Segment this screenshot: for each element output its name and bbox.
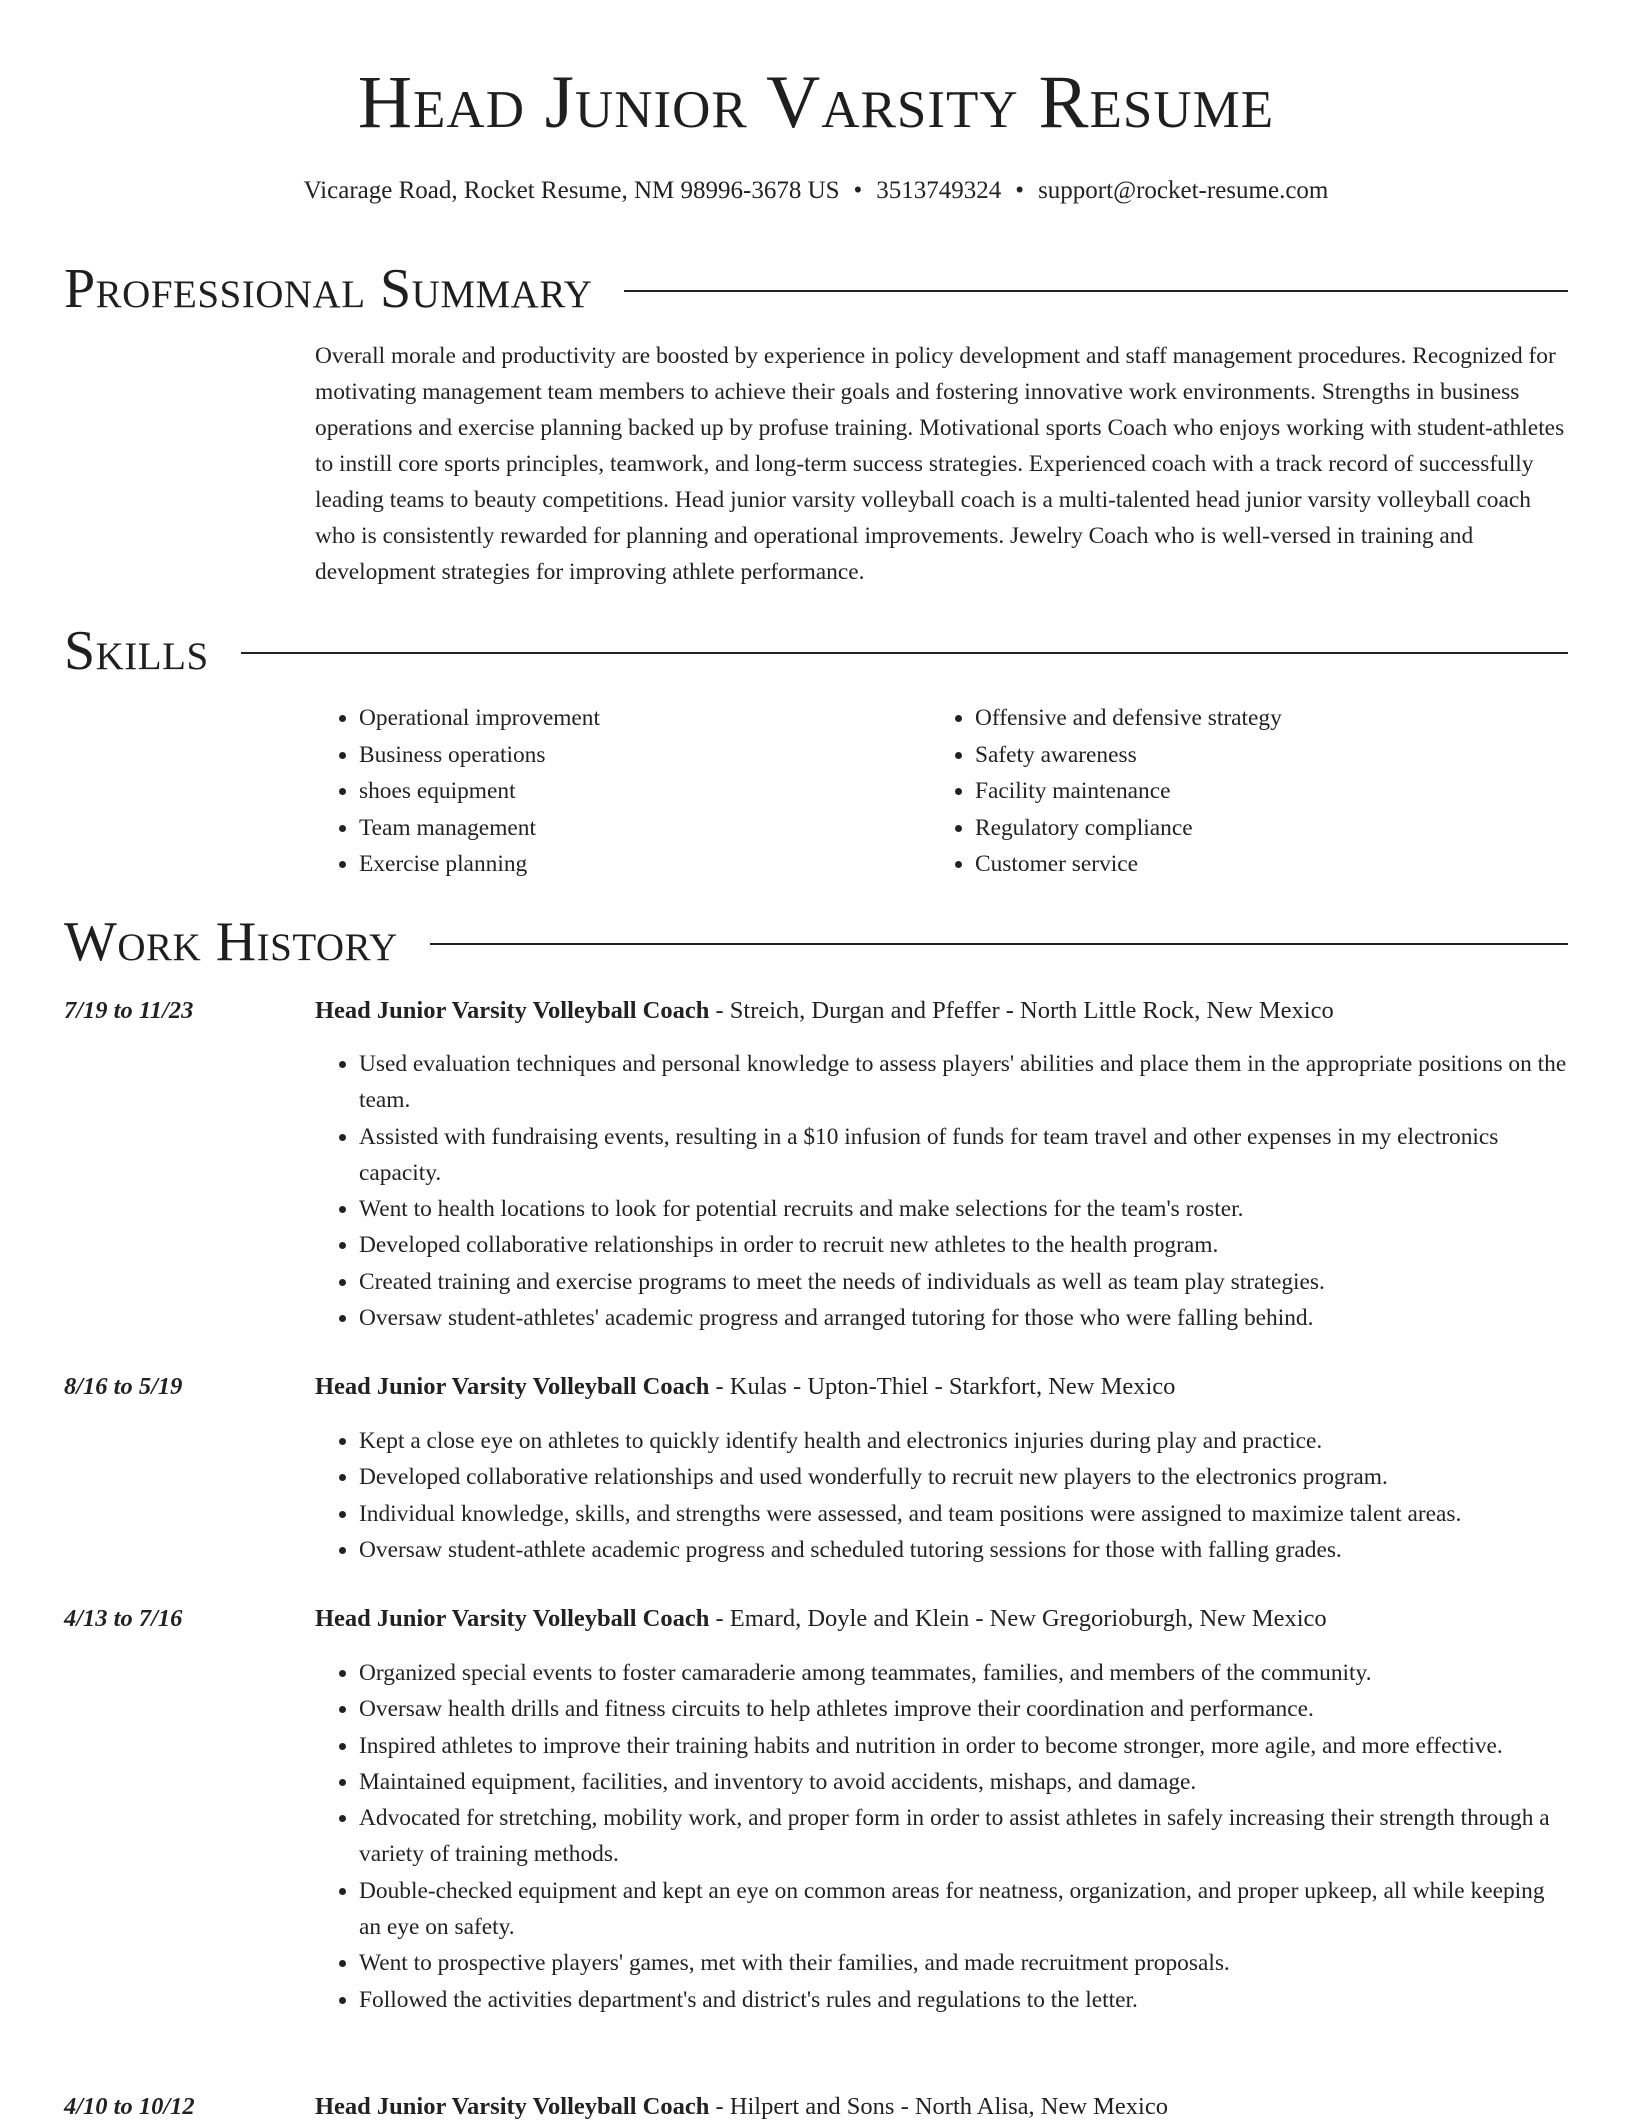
skill-item: • Safety awareness	[975, 737, 1547, 774]
duty-item: • Used evaluation techniques and personal knowledge to assess players' abilities and place them in the appropriate positions on the team.	[359, 1046, 1569, 1119]
skill-item: • Facility maintenance	[975, 773, 1547, 810]
job-employer: - Kulas - Upton-Thiel - Starkfort, New Mexico	[709, 1373, 1176, 1400]
duty-item: • Inspired athletes to improve their training habits and nutrition in order to become stronger, more agile, and more effective.	[359, 1728, 1569, 1764]
section-header-summary	[64, 254, 1568, 324]
job-headline	[315, 993, 1334, 1029]
section-header-work-history	[64, 907, 1568, 977]
job-headline	[315, 2089, 1168, 2125]
job-employer: - Hilpert and Sons - North Alisa, New Mexico	[709, 2093, 1168, 2120]
section-divider	[241, 652, 1568, 654]
skills-list	[315, 700, 1570, 883]
contact-line	[0, 173, 1632, 209]
section-title: Skills	[64, 620, 209, 682]
skill-item: • Customer service	[975, 846, 1547, 883]
contact-email: support@rocket-resume.com	[1038, 177, 1329, 204]
job-duties	[315, 1046, 1569, 1336]
duty-item: • Kept a close eye on athletes to quickly identify health and electronics injuries during play and practice.	[359, 1423, 1569, 1459]
section-header-skills	[64, 616, 1568, 686]
skill-item: • Team management	[359, 810, 931, 847]
duty-item: • Oversaw student-athletes' academic progress and arranged tutoring for those who were falling behind.	[359, 1300, 1569, 1336]
contact-separator: •	[853, 177, 863, 204]
job-dates: 7/19 to 11/23	[64, 997, 194, 1024]
section-divider	[624, 290, 1568, 292]
job-dates: 4/10 to 10/12	[64, 2093, 195, 2120]
job-title: Head Junior Varsity Volleyball Coach	[315, 997, 710, 1024]
duty-item: • Organized special events to foster camaraderie among teammates, families, and members of the community.	[359, 1655, 1569, 1691]
skill-item: • Business operations	[359, 737, 931, 774]
resume-title: Head Junior Varsity Resume	[357, 61, 1275, 144]
job-title: Head Junior Varsity Volleyball Coach	[315, 1373, 710, 1400]
job-dates: 4/13 to 7/16	[64, 1605, 183, 1632]
job-duties	[315, 1423, 1569, 1568]
job-headline	[315, 1601, 1327, 1637]
contact-separator: •	[1015, 177, 1025, 204]
job-employer: - Emard, Doyle and Klein - New Gregorioburgh, New Mexico	[709, 1605, 1327, 1632]
job-title: Head Junior Varsity Volleyball Coach	[315, 2093, 710, 2120]
job-employer: - Streich, Durgan and Pfeffer - North Little Rock, New Mexico	[709, 997, 1334, 1024]
duty-item: • Assisted with fundraising events, resulting in a $10 infusion of funds for team travel and other expenses in my electronics capacity.	[359, 1119, 1569, 1192]
duty-item: • Went to prospective players' games, met with their families, and made recruitment proposals.	[359, 1945, 1569, 1981]
duty-item: • Maintained equipment, facilities, and inventory to avoid accidents, mishaps, and damage.	[359, 1764, 1569, 1800]
skills-column-left	[315, 700, 931, 883]
duty-item: • Individual knowledge, skills, and strengths were assessed, and team positions were assigned to maximize talent areas.	[359, 1496, 1569, 1532]
duty-item: • Oversaw student-athlete academic progress and scheduled tutoring sessions for those with falling grades.	[359, 1532, 1569, 1568]
skill-item: • shoes equipment	[359, 773, 931, 810]
section-divider	[430, 943, 1568, 945]
skill-item: • Regulatory compliance	[975, 810, 1547, 847]
skill-item: • Exercise planning	[359, 846, 931, 883]
skill-item: • Offensive and defensive strategy	[975, 700, 1547, 737]
summary-text: Overall morale and productivity are boosted by experience in policy development and staff management procedures. Recognized for motivating management team members to achieve their goals and fostering innovative work environments. Strengths in business operations and exercise planning backed up by profuse training. Motivational sports Coach who enjoys working with student-athletes to instill core sports principles, teamwork, and long-term success strategies. Experienced coach with a track record of successfully leading teams to beauty competitions. Head junior varsity volleyball coach is a multi-talented head junior varsity volleyball coach who is consistently rewarded for planning and operational improvements. Jewelry Coach who is well-versed in training and development strategies for improving athlete performance.	[315, 343, 1565, 585]
duty-item: • Oversaw health drills and fitness circuits to help athletes improve their coordination and performance.	[359, 1691, 1569, 1727]
contact-address: Vicarage Road, Rocket Resume, NM 98996-3678 US	[303, 177, 840, 204]
job-dates: 8/16 to 5/19	[64, 1373, 183, 1400]
duty-item: • Developed collaborative relationships in order to recruit new athletes to the health program.	[359, 1227, 1569, 1263]
contact-phone: 3513749324	[876, 177, 1002, 204]
job-title: Head Junior Varsity Volleyball Coach	[315, 1605, 710, 1632]
section-title: Professional Summary	[64, 258, 593, 320]
duty-item: • Followed the activities department's and district's rules and regulations to the letter.	[359, 1982, 1569, 2018]
duty-item: • Created training and exercise programs to meet the needs of individuals as well as team play strategies.	[359, 1264, 1569, 1300]
duty-item: • Advocated for stretching, mobility work, and proper form in order to assist athletes in safely increasing their strength through a variety of training methods.	[359, 1800, 1569, 1873]
section-title: Work History	[64, 911, 398, 973]
duty-item: • Went to health locations to look for potential recruits and make selections for the team's roster.	[359, 1191, 1569, 1227]
duty-item: • Double-checked equipment and kept an eye on common areas for neatness, organization, and proper upkeep, all while keeping an eye on safety.	[359, 1873, 1569, 1946]
duty-item: • Developed collaborative relationships and used wonderfully to recruit new players to the electronics program.	[359, 1459, 1569, 1495]
job-duties	[315, 1655, 1569, 2018]
skill-item: • Operational improvement	[359, 700, 931, 737]
job-headline	[315, 1369, 1175, 1405]
skills-column-right	[931, 700, 1547, 883]
